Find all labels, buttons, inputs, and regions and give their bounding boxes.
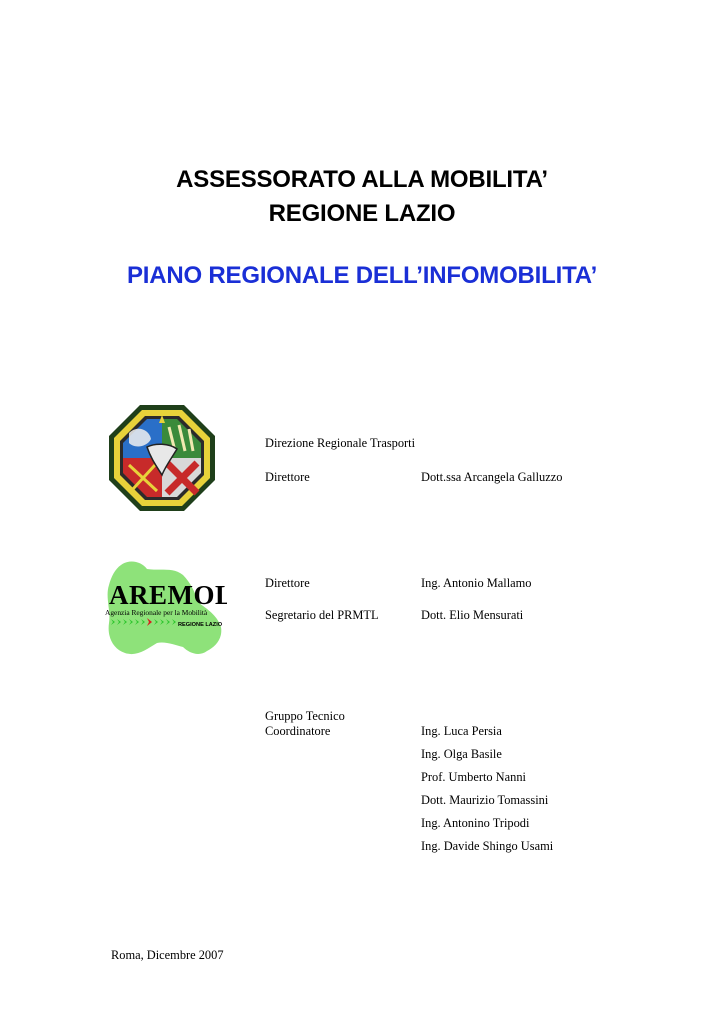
coordinator-role: Coordinatore (265, 724, 331, 738)
team-member: Prof. Umberto Nanni (421, 770, 526, 784)
team-member: Ing. Antonino Tripodi (421, 816, 530, 830)
header-line-1: ASSESSORATO ALLA MOBILITA’ (176, 166, 548, 193)
place-and-date: Roma, Dicembre 2007 (111, 948, 224, 962)
document-title: PIANO REGIONALE DELL’INFOMOBILITA’ (126, 262, 598, 289)
director-role: Direttore (265, 470, 310, 484)
aremol-director-role: Direttore (265, 576, 310, 590)
aremol-logo (103, 557, 227, 661)
secretary-name: Dott. Elio Mensurati (421, 608, 524, 622)
aremol-region: REGIONE LAZIO (178, 622, 223, 628)
aremol-tagline: Agenzia Regionale per la Mobilità (105, 608, 208, 617)
aremol-director-name: Ing. Antonio Mallamo (421, 576, 532, 590)
team-member: Ing. Davide Shingo Usami (421, 839, 554, 853)
regione-lazio-emblem-icon (107, 403, 217, 513)
director-name: Dott.ssa Arcangela Galluzzo (421, 470, 563, 484)
team-member: Ing. Luca Persia (421, 724, 502, 738)
technical-group-label: Gruppo Tecnico (265, 709, 345, 723)
secretary-role: Segretario del PRMTL (265, 608, 379, 622)
aremol-wordmark: AREMOL (109, 580, 227, 610)
organization-name: Direzione Regionale Trasporti (265, 436, 416, 450)
team-member: Dott. Maurizio Tomassini (421, 793, 549, 807)
header-line-2: REGIONE LAZIO (268, 200, 456, 227)
team-member: Ing. Olga Basile (421, 747, 502, 761)
